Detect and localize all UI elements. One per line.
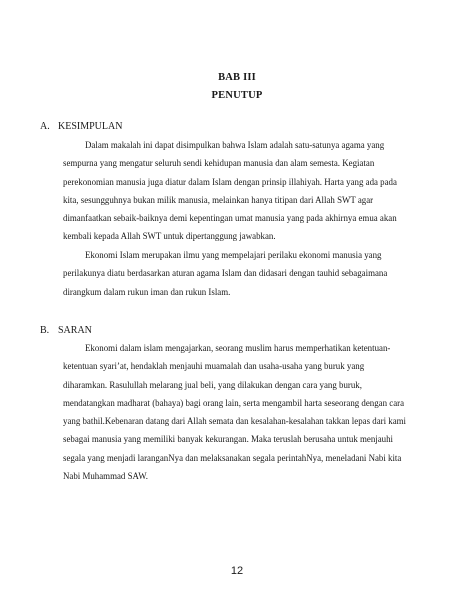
section-letter: A.: [40, 121, 50, 132]
section-heading-kesimpulan: [40, 121, 122, 132]
section-letter: B.: [40, 325, 50, 336]
text-line: perilakunya diatu berdasarkan aturan agama Islam dan didasari dengan tauhid sebagaimana: [63, 268, 388, 279]
text-line: Ekonomi Islam merupakan ilmu yang mempelajari perilaku ekonomi manusia yang: [85, 250, 382, 260]
text-line: kita, sesungguhnya bukan milik manusia, melainkan hanya titipan dari Allah SWT agar: [63, 194, 374, 205]
paragraph-kesimpulan-2: [63, 246, 435, 301]
text-line: dirangkum dalam rukun iman dan rukun Islam.: [63, 286, 231, 297]
paragraph-saran-1: [63, 339, 435, 485]
text-line: diharamkan. Rasulullah melarang jual beli, yang dilakukan dengan cara yang buruk,: [63, 379, 362, 390]
section-title: SARAN: [58, 325, 92, 336]
text-line: mendatangkan madharat (bahaya) bagi orang lain, serta mengambil harta seseorang dengan cara: [63, 397, 405, 408]
text-line: kembali kepada Allah SWT untuk dipertanggung jawabkan.: [63, 231, 276, 242]
section-heading-saran: [40, 325, 92, 336]
text-line: Nabi Muhammad SAW.: [63, 471, 148, 482]
text-line: Ekonomi dalam islam mengajarkan, seorang muslim harus memperhatikan ketentuan-: [85, 343, 391, 353]
text-line: dimanfaatkan sebaik-baiknya demi kepentingan umat manusia yang pada akhirnya emua akan: [63, 213, 397, 224]
chapter-title: PENUTUP: [211, 90, 263, 101]
text-line: sempurna yang mengatur seluruh sendi kehidupan manusia dan alam semesta. Kegiatan: [63, 158, 375, 169]
text-line: ketentuan syari’at, hendaklah menjauhi muamalah dan usaha-usaha yang buruk yang: [63, 361, 365, 372]
text-line: sebagai manusia yang memiliki banyak kekurangan. Maka teruslah berusaha untuk menjauhi: [63, 434, 394, 445]
section-title: KESIMPULAN: [58, 121, 123, 132]
text-line: Dalam makalah ini dapat disimpulkan bahwa Islam adalah satu-satunya agama yang: [85, 140, 385, 150]
chapter-number: BAB III: [218, 72, 256, 83]
paragraph-kesimpulan-1: [63, 136, 435, 246]
text-line: yang bathil.Kebenaran datang dari Allah semata dan kesalahan-kesalahan takkan lepas dari kami: [63, 416, 407, 427]
text-line: segala yang menjadi laranganNya dan melaksanakan segala perintahNya, meneladani Nabi kita: [63, 452, 402, 463]
page-number: 12: [230, 565, 244, 577]
text-line: perekonomian manusia juga diatur dalam Islam dengan prinsip illahiyah. Harta yang ada pada: [63, 176, 397, 187]
